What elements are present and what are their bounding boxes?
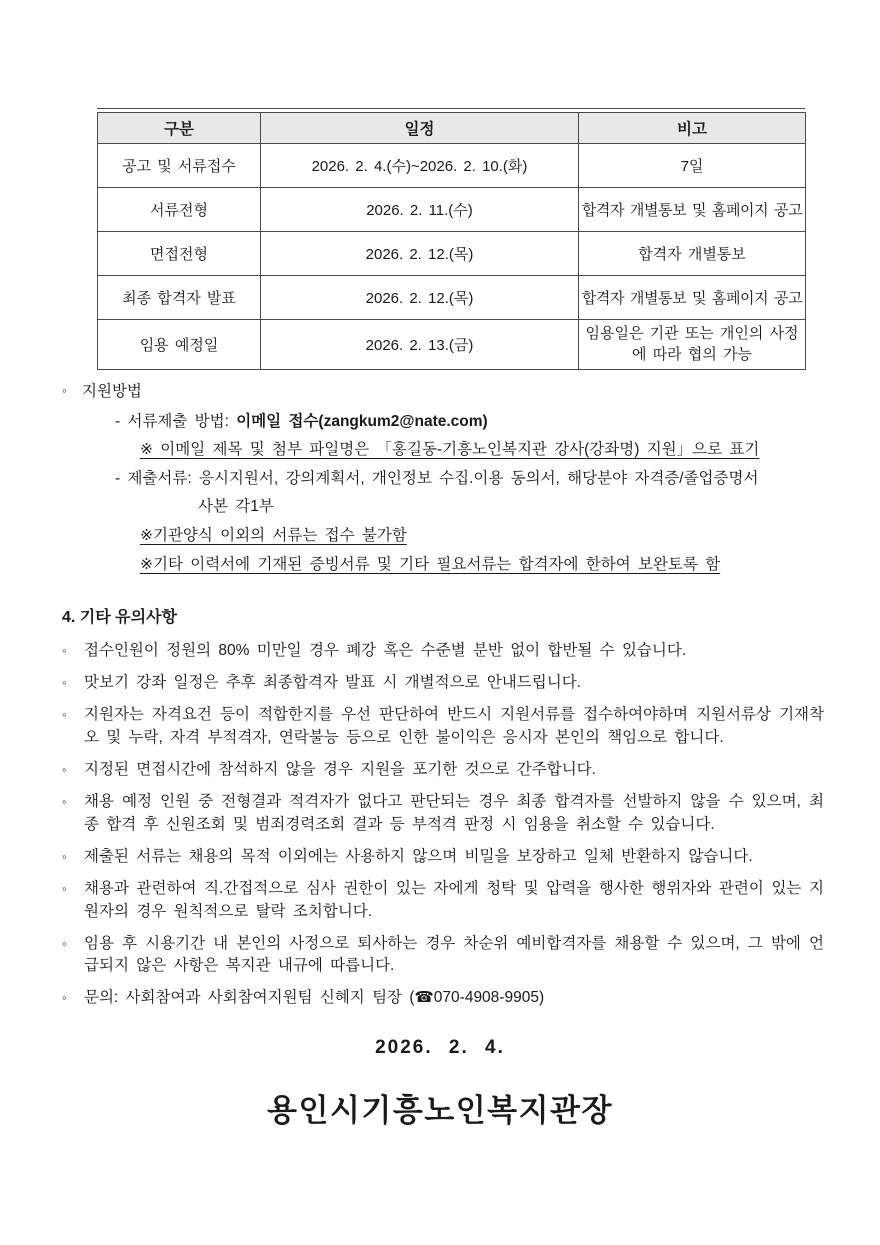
- column-header-note: 비고: [579, 113, 806, 144]
- schedule-table-container: [97, 108, 805, 370]
- other-notices-section: [62, 604, 824, 1010]
- cell-note: 합격자 개별통보 및 홈페이지 공고: [579, 188, 806, 232]
- bullet-icon: ◦: [62, 848, 67, 864]
- cell-note: 임용일은 기관 또는 개인의 사정에 따라 협의 가능: [579, 320, 806, 370]
- notice-item: [62, 878, 824, 924]
- bullet-icon: ◦: [62, 675, 67, 691]
- email-filename-note-text: ※ 이메일 제목 및 첨부 파일명은 「홍길동-기흥노인복지관 강사(강좌명) 지원」으로 표기: [140, 441, 760, 459]
- apply-method-section: [62, 383, 832, 574]
- submit-method-line: [115, 413, 832, 432]
- column-header-schedule: 일정: [261, 113, 579, 144]
- notice-item: [62, 672, 824, 695]
- cell-schedule: 2026. 2. 12.(목): [261, 276, 579, 320]
- table-row: [98, 320, 806, 370]
- table-row: [98, 232, 806, 276]
- table-header-row: [98, 113, 806, 144]
- schedule-table: [97, 112, 806, 370]
- cell-category: 임용 예정일: [98, 320, 261, 370]
- bullet-icon: ◦: [62, 880, 67, 896]
- cell-schedule: 2026. 2. 13.(금): [261, 320, 579, 370]
- cell-category: 공고 및 서류접수: [98, 144, 261, 188]
- notice-text: 맛보기 강좌 일정은 추후 최종합격자 발표 시 개별적으로 안내드립니다.: [84, 674, 581, 692]
- notice-text: 접수인원이 정원의 80% 미만일 경우 폐강 혹은 수준별 분반 없이 합반될 수 있습니다.: [84, 642, 687, 660]
- cell-note: 7일: [579, 144, 806, 188]
- notice-item: [62, 791, 824, 837]
- bullet-icon: ◦: [62, 990, 67, 1006]
- bullet-icon: ◦: [62, 793, 67, 809]
- notice-text: 채용 예정 인원 중 전형결과 적격자가 없다고 판단되는 경우 최종 합격자를 선발하지 않을 수 있으며, 최종 합격 후 신원조회 및 범죄경력조회 결과 등 부적격 판정 시 임용을 취소할 수 있습니다.: [84, 792, 824, 833]
- cell-category: 면접전형: [98, 232, 261, 276]
- submit-method-label: - 서류제출 방법:: [115, 412, 237, 430]
- notice-text: 지원자는 자격요건 등이 적합한지를 우선 판단하여 반드시 지원서류를 접수하여야하며 지원서류상 기재착오 및 누락, 자격 부적격자, 연락불능 등으로 인한 불이익은 응시자 본인의 책임으로 합니다.: [84, 706, 824, 746]
- notice-item-contact: [62, 987, 824, 1010]
- notice-text: 제출된 서류는 채용의 목적 이외에는 사용하지 않으며 비밀을 보장하고 일체 반환하지 않습니다.: [84, 847, 753, 865]
- notice-item: [62, 704, 824, 750]
- section-heading: 4. 기타 유의사항: [62, 609, 177, 627]
- form-restriction-note: [140, 527, 832, 546]
- apply-method-title: 지원방법: [82, 383, 142, 400]
- table-row: [98, 276, 806, 320]
- form-restriction-note-text: ※기관양식 이외의 서류는 접수 불가함: [140, 526, 407, 544]
- cell-note: 합격자 개별통보 및 홈페이지 공고: [579, 276, 806, 320]
- notice-item: [62, 759, 824, 782]
- bullet-icon: ◦: [62, 761, 67, 777]
- issuer-signature: 용인시기흥노인복지관장: [267, 1093, 613, 1129]
- cell-category: 서류전형: [98, 188, 261, 232]
- supplement-documents-note-text: ※기타 이력서에 기재된 증빙서류 및 기타 필요서류는 합격자에 한하여 보완토록 함: [140, 555, 721, 573]
- notice-item: [62, 933, 824, 979]
- bullet-icon: ◦: [62, 707, 67, 723]
- contact-text: 문의: 사회참여과 사회참여지원팀 신혜지 팀장 (☎070-4908-9905): [84, 989, 545, 1007]
- notice-item: [62, 846, 824, 869]
- notice-text: 채용과 관련하여 직.간접적으로 심사 권한이 있는 자에게 청탁 및 압력을 행사한 행위자와 관련이 있는 지원자의 경우 원칙적으로 탈락 조치합니다.: [84, 879, 824, 920]
- required-documents-line2: 사본 각1부: [198, 498, 274, 516]
- table-row: [98, 188, 806, 232]
- cell-note: 합격자 개별통보: [579, 232, 806, 276]
- bullet-icon: ◦: [62, 935, 67, 951]
- notice-text: 임용 후 시용기간 내 본인의 사정으로 퇴사하는 경우 차순위 예비합격자를 채용할 수 있으며, 그 밖에 언급되지 않은 사항은 복지관 내규에 따릅니다.: [84, 934, 824, 975]
- bullet-icon: ◦: [62, 383, 67, 398]
- cell-schedule: 2026. 2. 11.(수): [261, 188, 579, 232]
- email-filename-note: [140, 441, 832, 460]
- notice-text: 지정된 면접시간에 참석하지 않을 경우 지원을 포기한 것으로 간주합니다.: [84, 760, 596, 778]
- required-documents-line: - 제출서류: 응시지원서, 강의계획서, 개인정보 수집.이용 동의서, 해당분야 자격증/졸업증명서: [115, 469, 759, 487]
- announcement-date: 2026. 2. 4.: [375, 1037, 505, 1059]
- cell-schedule: 2026. 2. 4.(수)~2026. 2. 10.(화): [261, 144, 579, 188]
- cell-schedule: 2026. 2. 12.(목): [261, 232, 579, 276]
- apply-method-title-row: [62, 383, 832, 402]
- bullet-icon: ◦: [62, 643, 67, 659]
- notice-item: [62, 640, 824, 663]
- supplement-documents-note: [140, 556, 832, 575]
- cell-category: 최종 합격자 발표: [98, 276, 261, 320]
- table-row: [98, 144, 806, 188]
- column-header-category: 구분: [98, 113, 261, 144]
- submit-method-email: 이메일 접수(zangkum2@nate.com): [236, 412, 488, 430]
